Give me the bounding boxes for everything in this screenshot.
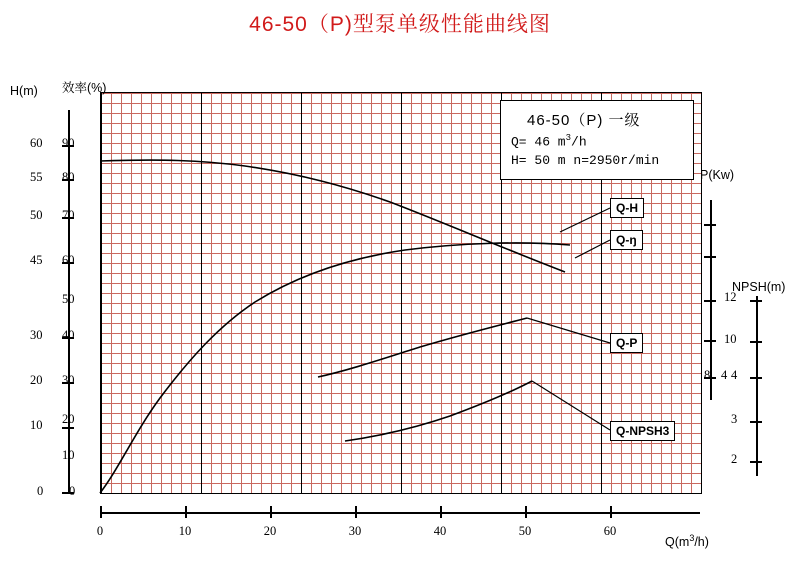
eff-tick: 30 xyxy=(62,373,75,387)
h-tick: 10 xyxy=(30,418,43,432)
p-tick: 8 xyxy=(704,368,711,382)
label-qnpsh: Q-NPSH3 xyxy=(610,421,675,441)
axis-label-x: $Q(m^3/h)$ xyxy=(665,533,709,550)
h-tick: 0 xyxy=(37,484,44,498)
label-qp: Q-P xyxy=(610,333,643,353)
spec-head: H= 50 m n=2950r/min xyxy=(511,153,660,168)
eff-tick: 20 xyxy=(62,412,75,426)
spec-box xyxy=(500,100,694,180)
eff-tick: 70 xyxy=(62,208,75,222)
h-tick: 30 xyxy=(30,328,43,342)
eff-tick: 80 xyxy=(62,170,75,184)
h-tick: 55 xyxy=(30,170,43,184)
npsh-tick: 2 xyxy=(731,452,738,466)
axis-label-eff: 效率(%) xyxy=(62,81,107,95)
eff-tick: 40 xyxy=(62,328,75,342)
spec-flow: Q= 46 $m^3/h$ xyxy=(511,133,587,150)
eff-tick: 0 xyxy=(69,484,76,498)
x-tick: 10 xyxy=(178,524,192,538)
page-title: 46-50（P)型泵单级性能曲线图 xyxy=(249,13,551,36)
h-tick: 20 xyxy=(30,373,43,387)
eff-tick: 90 xyxy=(62,136,75,150)
x-tick: 60 xyxy=(603,524,617,538)
h-tick: 45 xyxy=(30,253,43,267)
eff-tick: 60 xyxy=(62,253,75,267)
npsh-tick: 3 xyxy=(731,412,738,426)
axis-label-npsh: NPSH(m) xyxy=(732,280,786,294)
x-tick: 20 xyxy=(263,524,277,538)
h-tick: 50 xyxy=(30,208,43,222)
npsh-tick: 12 xyxy=(724,290,737,304)
axis-label-h: H(m) xyxy=(10,84,38,98)
eff-tick: 50 xyxy=(62,292,75,306)
x-tick: 50 xyxy=(518,524,532,538)
label-qeta: Q-ŋ xyxy=(610,230,643,250)
npsh-tick: 10 xyxy=(724,332,737,346)
x-tick: 30 xyxy=(348,524,362,538)
h-tick: 60 xyxy=(30,136,43,150)
npsh-axis-line xyxy=(756,296,758,476)
x-tick: 0 xyxy=(96,524,104,538)
label-qh: Q-H xyxy=(610,198,644,218)
x-tick: 40 xyxy=(433,524,447,538)
npsh-tick: 4 xyxy=(731,368,738,382)
eff-tick: 10 xyxy=(62,448,75,462)
spec-model: 46-50（P) 一级 xyxy=(527,112,641,129)
p-tick: 4 xyxy=(721,368,728,382)
axis-label-p: P(Kw) xyxy=(700,168,735,182)
